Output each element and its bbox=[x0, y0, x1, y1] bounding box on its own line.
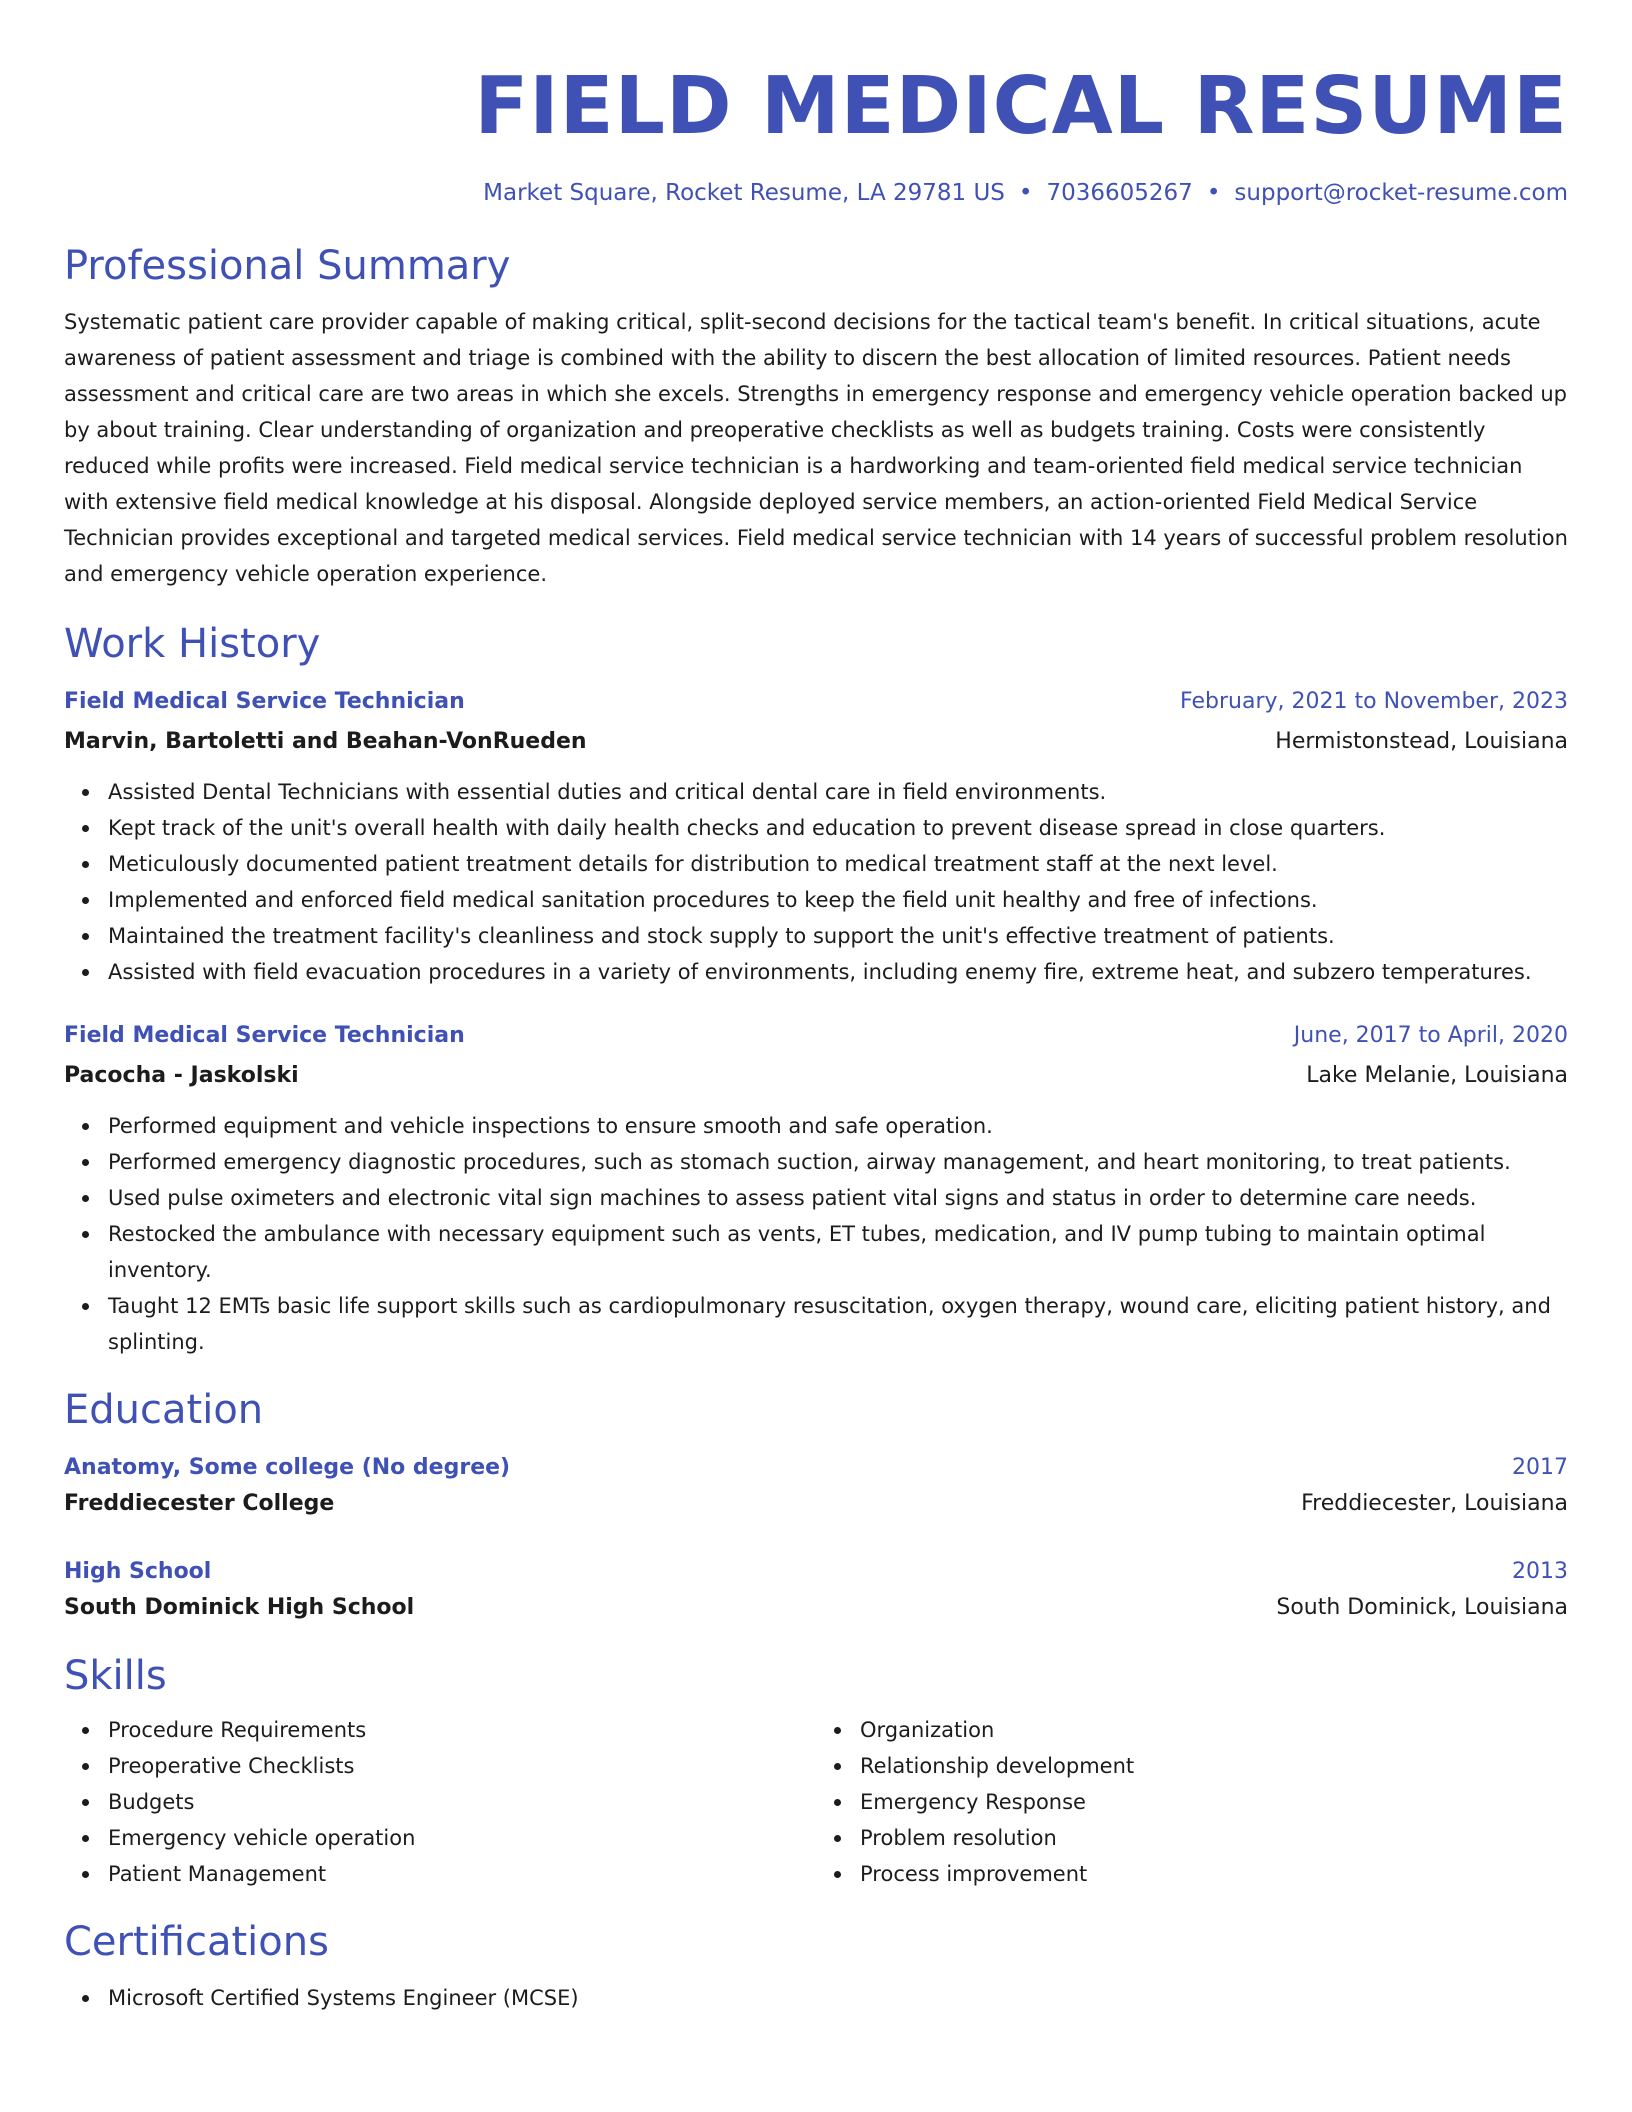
job-bullet: Maintained the treatment facility's cleanliness and stock supply to support the unit's effective treatment of patients. bbox=[108, 918, 1568, 954]
job-bullet: Performed equipment and vehicle inspections to ensure smooth and safe operation. bbox=[108, 1108, 1568, 1144]
education-location: Freddiecester, Louisiana bbox=[1301, 1491, 1568, 1516]
skill-item: Procedure Requirements bbox=[108, 1712, 816, 1748]
contact-email[interactable]: support@rocket-resume.com bbox=[1234, 180, 1568, 206]
education-year: 2013 bbox=[1512, 1559, 1568, 1584]
education-school-row bbox=[64, 1486, 1568, 1522]
skill-item: Preoperative Checklists bbox=[108, 1748, 816, 1784]
job-role: Field Medical Service Technician bbox=[64, 689, 465, 714]
certifications-heading: Certifications bbox=[64, 1919, 329, 1965]
skill-item: Emergency Response bbox=[860, 1784, 1568, 1820]
contact-line bbox=[64, 178, 1568, 208]
education-degree: High School bbox=[64, 1559, 212, 1584]
work-history-heading: Work History bbox=[64, 621, 321, 667]
education-school-row bbox=[64, 1590, 1568, 1626]
skill-item: Emergency vehicle operation bbox=[108, 1820, 816, 1856]
contact-phone[interactable]: 7036605267 bbox=[1046, 180, 1193, 206]
skills-list-right bbox=[816, 1712, 1568, 1892]
skill-item: Problem resolution bbox=[860, 1820, 1568, 1856]
resume-title: FIELD MEDICAL RESUME bbox=[474, 60, 1568, 152]
contact-separator: • bbox=[1018, 180, 1033, 206]
education-school: Freddiecester College bbox=[64, 1491, 335, 1516]
job-entry bbox=[64, 684, 1568, 990]
job-role: Field Medical Service Technician bbox=[64, 1023, 465, 1048]
job-entry bbox=[64, 1018, 1568, 1360]
certifications-list bbox=[64, 1980, 1568, 2016]
job-bullet: Implemented and enforced field medical sanitation procedures to keep the field unit healthy and free of infections. bbox=[108, 882, 1568, 918]
skills-list-left bbox=[64, 1712, 816, 1892]
job-bullet: Kept track of the unit's overall health with daily health checks and education to prevent disease spread in close quarters. bbox=[108, 810, 1568, 846]
job-location: Lake Melanie, Louisiana bbox=[1306, 1063, 1568, 1088]
job-company-row bbox=[64, 1058, 1568, 1094]
summary-heading: Professional Summary bbox=[64, 243, 511, 289]
skill-item: Relationship development bbox=[860, 1748, 1568, 1784]
education-entry bbox=[64, 1450, 1568, 1522]
job-company: Pacocha - Jaskolski bbox=[64, 1063, 299, 1088]
job-company-row bbox=[64, 724, 1568, 760]
job-title-row bbox=[64, 684, 1568, 720]
contact-address: Market Square, Rocket Resume, LA 29781 US bbox=[483, 180, 1005, 206]
contact-separator: • bbox=[1206, 180, 1221, 206]
education-entry bbox=[64, 1554, 1568, 1626]
education-heading: Education bbox=[64, 1387, 264, 1433]
education-degree: Anatomy, Some college (No degree) bbox=[64, 1455, 511, 1480]
skill-item: Budgets bbox=[108, 1784, 816, 1820]
job-bullets bbox=[64, 1108, 1568, 1360]
skills-grid bbox=[64, 1712, 1568, 1892]
job-dates: February, 2021 to November, 2023 bbox=[1180, 689, 1568, 714]
summary-text: Systematic patient care provider capable of making critical, split-second decisions for the tactical team's benefit. In critical situations, acute awareness of patient assessment and triage is combined with the ability to discern the best allocation of limited resources. Patient needs assessment and critical care are two areas in which she excels. Strengths in emergency response and emergency vehicle operation backed up by about training. Clear understanding of organization and preoperative checklists as well as budgets training. Costs were consistently reduced while profits were increased. Field medical service technician is a hardworking and team-oriented field medical service technician with extensive field medical knowledge at his disposal. Alongside deployed service members, an action-oriented Field Medical Service Technician provides exceptional and targeted medical services. Field medical service technician with 14 years of successful problem resolution and emergency vehicle operation experience. bbox=[64, 310, 1568, 586]
job-company: Marvin, Bartoletti and Beahan-VonRueden bbox=[64, 729, 587, 754]
skill-item: Organization bbox=[860, 1712, 1568, 1748]
education-location: South Dominick, Louisiana bbox=[1276, 1595, 1568, 1620]
education-year: 2017 bbox=[1512, 1455, 1568, 1480]
job-title-row bbox=[64, 1018, 1568, 1054]
job-bullet: Used pulse oximeters and electronic vital sign machines to assess patient vital signs and status in order to determine care needs. bbox=[108, 1180, 1568, 1216]
job-bullet: Meticulously documented patient treatment details for distribution to medical treatment staff at the next level. bbox=[108, 846, 1568, 882]
education-degree-row bbox=[64, 1554, 1568, 1590]
job-bullet: Performed emergency diagnostic procedures, such as stomach suction, airway management, and heart monitoring, to treat patients. bbox=[108, 1144, 1568, 1180]
education-degree-row bbox=[64, 1450, 1568, 1486]
skills-heading: Skills bbox=[64, 1653, 167, 1699]
skill-item: Process improvement bbox=[860, 1856, 1568, 1892]
job-bullet: Assisted Dental Technicians with essential duties and critical dental care in field environments. bbox=[108, 774, 1568, 810]
job-dates: June, 2017 to April, 2020 bbox=[1293, 1023, 1568, 1048]
job-bullet: Assisted with field evacuation procedures in a variety of environments, including enemy fire, extreme heat, and subzero temperatures. bbox=[108, 954, 1568, 990]
job-bullets bbox=[64, 774, 1568, 990]
job-bullet: Taught 12 EMTs basic life support skills such as cardiopulmonary resuscitation, oxygen therapy, wound care, eliciting patient history, and splinting. bbox=[108, 1288, 1568, 1360]
skill-item: Patient Management bbox=[108, 1856, 816, 1892]
certification-item: Microsoft Certified Systems Engineer (MCSE) bbox=[108, 1980, 1568, 2016]
education-school: South Dominick High School bbox=[64, 1595, 415, 1620]
job-location: Hermistonstead, Louisiana bbox=[1275, 729, 1568, 754]
job-bullet: Restocked the ambulance with necessary equipment such as vents, ET tubes, medication, and IV pump tubing to maintain optimal inventory. bbox=[108, 1216, 1568, 1288]
